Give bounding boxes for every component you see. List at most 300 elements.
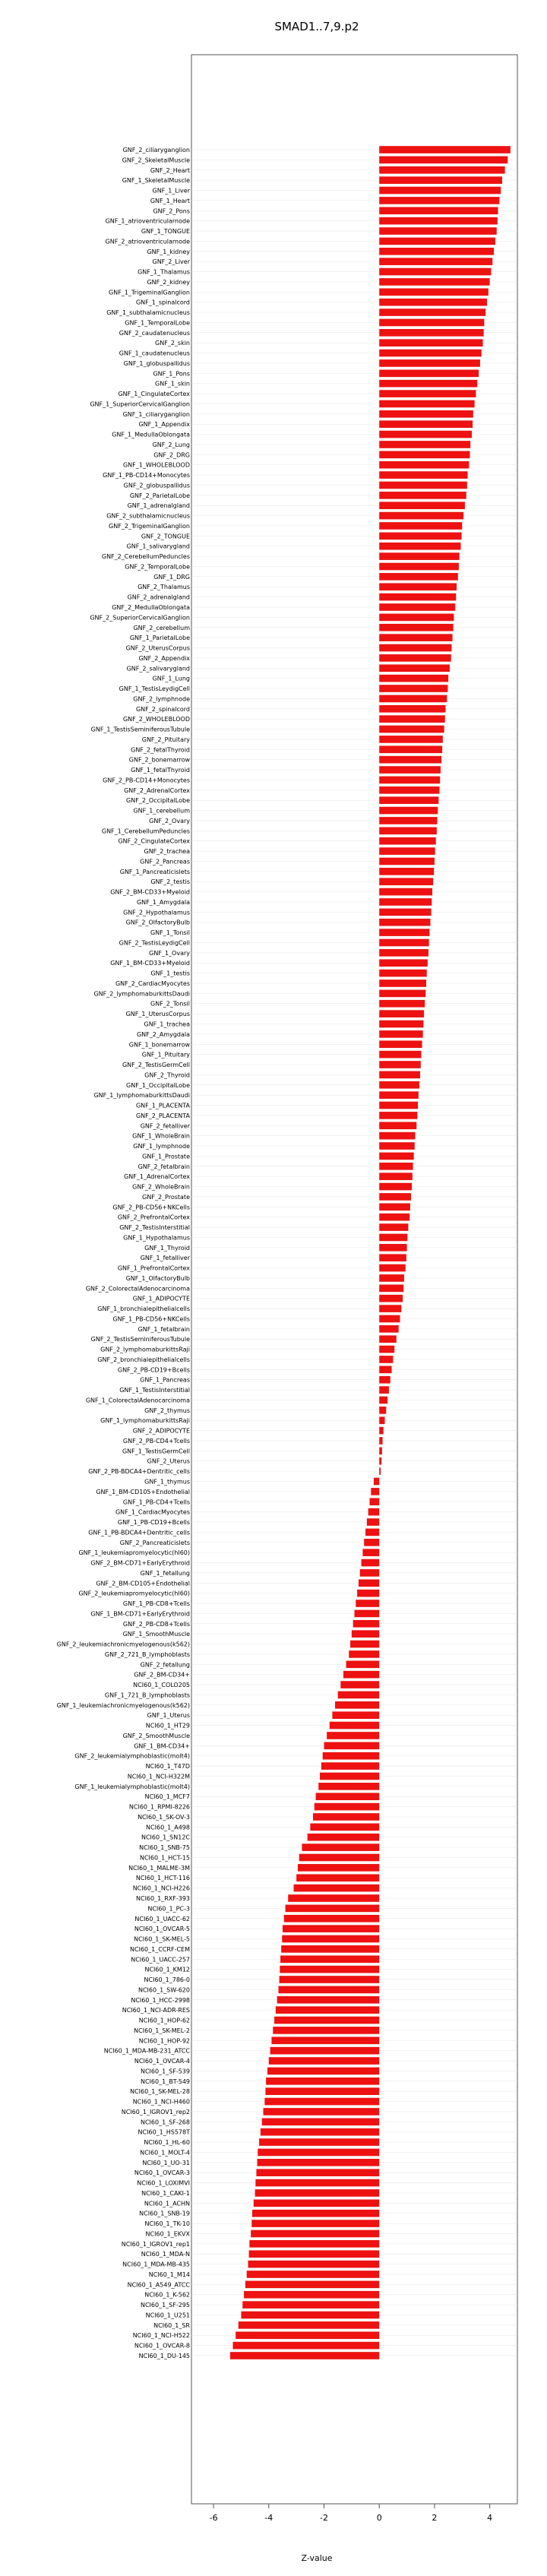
category-label: GNF_1_TestisInterstitial xyxy=(119,1387,190,1394)
bar xyxy=(379,644,451,652)
bar xyxy=(379,1040,422,1048)
category-label: GNF_1_TestisLeydigCell xyxy=(119,685,190,693)
category-label: GNF_2_UterusCorpus xyxy=(125,644,190,652)
bar xyxy=(356,1600,379,1607)
x-tick-label: 0 xyxy=(376,2513,382,2523)
bar xyxy=(379,858,435,866)
bar xyxy=(274,2017,379,2024)
category-label: GNF_2_leukemiachronicmyelogenous(k562) xyxy=(56,1641,190,1648)
category-label: GNF_2_salivarygland xyxy=(126,665,190,672)
bar xyxy=(379,543,460,550)
category-label: GNF_2_adrenalgland xyxy=(127,593,190,601)
bar xyxy=(379,573,458,581)
bar xyxy=(379,1285,403,1293)
bar xyxy=(379,828,437,835)
bar xyxy=(379,176,502,184)
category-label: GNF_1_BM-CD105+Endothelial xyxy=(96,1488,190,1495)
bar xyxy=(379,898,432,906)
bar xyxy=(343,1671,379,1679)
bar xyxy=(299,1854,379,1862)
category-label: GNF_1_SkeletalMuscle xyxy=(122,177,190,185)
category-label: GNF_1_MedullaOblongata xyxy=(112,431,190,438)
category-label: NCI60_1_HOP-92 xyxy=(138,2037,190,2045)
bar xyxy=(379,1061,421,1068)
category-label: GNF_1_Uterus xyxy=(147,1712,190,1720)
category-label: GNF_2_leukemialymphoblastic(molt4) xyxy=(74,1752,190,1760)
bar xyxy=(379,583,457,590)
bar xyxy=(379,1223,408,1231)
category-label: GNF_1_cerebellum xyxy=(133,807,190,815)
bar xyxy=(379,410,473,418)
category-label: GNF_1_ParietalLobe xyxy=(129,635,190,642)
category-label: NCI60_1_SN12C xyxy=(141,1834,190,1841)
bar xyxy=(251,2230,379,2238)
category-label: GNF_2_trachea xyxy=(144,848,190,856)
category-label: NCI60_1_LOXIMVI xyxy=(137,2179,190,2187)
x-tick-label: 2 xyxy=(432,2513,438,2523)
category-label: GNF_2_TrigeminalGanglion xyxy=(109,522,190,530)
bar xyxy=(379,654,451,662)
category-label: GNF_1_subthalamicnucleus xyxy=(106,309,190,317)
category-label: GNF_2_CingulateCortex xyxy=(118,837,190,845)
category-label: GNF_1_testis xyxy=(150,970,190,977)
category-label: NCI60_1_MALME-3M xyxy=(128,1864,190,1872)
category-label: GNF_2_Ovary xyxy=(149,817,190,824)
category-label: GNF_2_Lung xyxy=(152,441,190,448)
category-label: GNF_2_lymphomaburkittsDaudi xyxy=(93,990,190,998)
bar xyxy=(230,2352,379,2359)
category-label: NCI60_1_NCI-ADR-RES xyxy=(122,2007,190,2014)
bar xyxy=(379,258,492,265)
category-label: NCI60_1_MOLT-4 xyxy=(140,2149,190,2157)
category-label: NCI60_1_KM12 xyxy=(144,1966,190,1973)
bar xyxy=(264,2098,379,2106)
category-labels-group xyxy=(57,147,191,2359)
category-label: NCI60_1_HCC-2998 xyxy=(131,1996,190,2004)
bar xyxy=(255,2189,380,2197)
bar xyxy=(252,2210,379,2217)
bar xyxy=(332,1711,379,1719)
category-label: NCI60_1_OVCAR-3 xyxy=(134,2169,190,2177)
category-label: GNF_1_PB-CD19+Bcells xyxy=(117,1519,190,1527)
category-label: NCI60_1_HOP-62 xyxy=(138,2017,190,2024)
bar xyxy=(362,1549,379,1556)
category-label: NCI60_1_NCI-H226 xyxy=(132,1885,190,1892)
bar xyxy=(379,319,484,327)
bar xyxy=(379,970,427,977)
category-label: GNF_1_Lung xyxy=(152,675,190,682)
bar xyxy=(379,339,482,347)
category-label: GNF_1_Ovary xyxy=(149,949,190,957)
bar xyxy=(279,1986,380,1994)
category-label: GNF_2_PB-CD14+Monocytes xyxy=(103,777,190,784)
bar xyxy=(379,552,459,560)
bar xyxy=(244,2291,379,2299)
bar xyxy=(379,675,448,682)
category-label: GNF_1_AdrenalCortex xyxy=(124,1173,190,1181)
bar xyxy=(379,1244,406,1252)
category-label: GNF_1_Pons xyxy=(153,370,190,378)
category-label: GNF_1_fetalbrain xyxy=(138,1325,190,1333)
bar xyxy=(379,614,454,622)
bar xyxy=(379,807,438,815)
category-label: GNF_2_MedullaOblongata xyxy=(112,604,190,612)
category-label: GNF_2_BM-CD71+EarlyErythroid xyxy=(90,1559,190,1567)
category-label: GNF_1_leukemialymphoblastic(molt4) xyxy=(74,1783,190,1790)
category-label: GNF_1_TemporalLobe xyxy=(125,319,190,327)
bar xyxy=(379,1325,398,1333)
bar xyxy=(379,868,434,875)
category-label: NCI60_1_TK-10 xyxy=(144,2220,190,2228)
bar xyxy=(280,1976,380,1983)
bar xyxy=(379,1346,394,1353)
category-label: GNF_2_Thalamus xyxy=(138,584,190,591)
bar xyxy=(379,1000,425,1008)
bar xyxy=(379,817,437,824)
category-label: NCI60_1_BT-549 xyxy=(141,2078,190,2085)
bar xyxy=(327,1732,379,1739)
category-label: NCI60_1_K-562 xyxy=(144,2291,190,2299)
bar xyxy=(330,1722,379,1729)
bar xyxy=(286,1905,380,1913)
category-label: NCI60_1_CAKI-1 xyxy=(141,2189,190,2197)
bar xyxy=(379,593,456,601)
category-label: NCI60_1_OVCAR-4 xyxy=(134,2058,190,2065)
category-label: GNF_2_DRG xyxy=(153,451,190,459)
bar xyxy=(379,888,432,896)
bar xyxy=(379,1030,422,1038)
category-label: GNF_1_globuspallidus xyxy=(123,359,190,367)
category-label: NCI60_1_DU-145 xyxy=(138,2353,190,2359)
category-label: GNF_1_OlfactoryBulb xyxy=(125,1274,190,1282)
category-label: GNF_2_leukemiapromyelocytic(hl60) xyxy=(78,1590,190,1597)
category-label: GNF_2_PrefrontalCortex xyxy=(117,1214,190,1221)
bar xyxy=(379,1295,403,1302)
category-label: GNF_2_skin xyxy=(155,340,190,347)
bar xyxy=(379,451,470,459)
bar xyxy=(379,1397,387,1404)
category-label: NCI60_1_OVCAR-8 xyxy=(134,2342,190,2350)
category-label: NCI60_1_MDA-MB-231_ATCC xyxy=(103,2047,190,2055)
bar xyxy=(379,1356,393,1363)
bar xyxy=(242,2301,379,2309)
category-label: GNF_1_TestisSeminiferousTubule xyxy=(90,726,190,733)
bar xyxy=(379,847,435,855)
category-label: GNF_1_lymphomaburkittsDaudi xyxy=(93,1092,190,1100)
category-label: GNF_1_PB-CD14+Monocytes xyxy=(103,472,190,479)
category-label: NCI60_1_EKVX xyxy=(145,2230,190,2238)
bar xyxy=(379,1183,412,1191)
x-tick-label: -6 xyxy=(209,2513,218,2523)
category-label: GNF_1_Tonsil xyxy=(150,929,190,937)
category-label: GNF_1_PLACENTA xyxy=(135,1102,190,1109)
category-label: NCI60_1_SF-295 xyxy=(140,2302,190,2309)
bar xyxy=(271,2036,379,2044)
category-label: GNF_2_subthalamicnucleus xyxy=(106,512,190,520)
bar xyxy=(379,238,495,245)
bar xyxy=(379,786,439,794)
bar xyxy=(241,2312,379,2319)
bar xyxy=(379,400,474,408)
bar xyxy=(245,2281,379,2289)
category-label: GNF_2_SmoothMuscle xyxy=(122,1732,190,1739)
bar xyxy=(379,1376,390,1384)
bar xyxy=(249,2240,379,2248)
bar xyxy=(264,2108,380,2116)
bar xyxy=(262,2118,380,2125)
category-label: GNF_2_TemporalLobe xyxy=(125,563,190,571)
bar xyxy=(379,909,431,916)
category-label: NCI60_1_HS578T xyxy=(138,2128,190,2136)
bars-group xyxy=(230,146,511,2359)
bar xyxy=(255,2179,379,2187)
category-label: GNF_1_CingulateCortex xyxy=(118,391,190,398)
category-label: GNF_1_ColorectalAdenocarcinoma xyxy=(85,1397,190,1404)
category-label: GNF_1_Hypothalamus xyxy=(123,1234,190,1242)
category-label: GNF_1_PB-CD8+Tcells xyxy=(122,1600,190,1608)
bar xyxy=(379,533,461,540)
category-label: GNF_2_TestisSeminiferousTubule xyxy=(90,1336,190,1343)
bar xyxy=(284,1915,379,1923)
category-label: GNF_1_adrenalgland xyxy=(127,502,190,510)
category-label: GNF_1_Heart xyxy=(150,197,190,204)
category-label: GNF_2_atrioventricularnode xyxy=(105,238,190,245)
category-label: GNF_1_TONGUE xyxy=(141,228,190,236)
category-label: NCI60_1_CCRF-CEM xyxy=(130,1945,190,1953)
category-label: GNF_1_TrigeminalGanglion xyxy=(109,289,190,296)
bar xyxy=(236,2331,379,2339)
category-label: GNF_2_PB-CD8+Tcells xyxy=(122,1620,190,1628)
category-label: GNF_1_leukemiachronicmyelogenous(k562) xyxy=(56,1701,190,1709)
category-label: GNF_2_TestisLeydigCell xyxy=(119,939,190,947)
bar xyxy=(379,431,472,438)
category-label: GNF_1_atrioventricularnode xyxy=(105,217,190,225)
category-label: GNF_1_SuperiorCervicalGanglion xyxy=(90,400,190,408)
bar xyxy=(379,939,428,947)
bar xyxy=(379,329,483,337)
bar xyxy=(281,1945,379,1953)
bar xyxy=(310,1824,379,1831)
bar xyxy=(362,1559,380,1567)
category-label: GNF_1_spinalcord xyxy=(135,299,190,306)
category-label: GNF_2_Heart xyxy=(150,166,190,174)
bar xyxy=(269,2057,379,2065)
bar xyxy=(379,157,507,164)
category-label: NCI60_1_HL-60 xyxy=(144,2139,190,2147)
category-label: GNF_1_BM-CD71+EarlyErythroid xyxy=(90,1610,190,1618)
bar xyxy=(359,1579,379,1587)
bar xyxy=(258,2159,380,2166)
bar xyxy=(251,2220,379,2227)
bar xyxy=(316,1793,380,1800)
category-label: GNF_1_BM-CD34+ xyxy=(134,1742,190,1750)
category-label: GNF_2_BM-CD105+Endothelial xyxy=(96,1580,190,1587)
category-label: NCI60_1_NCI-H322M xyxy=(127,1773,190,1780)
bar xyxy=(379,1203,410,1210)
bar xyxy=(379,715,445,723)
bar xyxy=(379,979,426,987)
category-label: GNF_2_caudatenucleus xyxy=(119,329,190,337)
category-label: NCI60_1_NCI-H522 xyxy=(132,2332,190,2340)
category-label: GNF_1_bonemarrow xyxy=(128,1041,190,1049)
bar xyxy=(379,1254,406,1261)
bar xyxy=(355,1610,380,1618)
bar xyxy=(379,309,485,316)
category-label: GNF_1_CardiacMyocytes xyxy=(115,1508,190,1516)
bar xyxy=(353,1620,380,1628)
bar xyxy=(280,1966,379,1973)
bar xyxy=(379,959,428,967)
category-label: GNF_2_Pons xyxy=(153,207,190,215)
category-label: GNF_2_lymphomaburkittsRaji xyxy=(100,1346,190,1353)
category-label: GNF_2_Pituitary xyxy=(141,736,190,743)
bar xyxy=(360,1569,379,1577)
category-label: GNF_1_Liver xyxy=(152,187,190,195)
bar xyxy=(379,777,440,784)
bar xyxy=(379,461,469,469)
bar xyxy=(259,2138,379,2146)
category-label: GNF_1_kidney xyxy=(147,248,190,255)
bar xyxy=(239,2321,379,2329)
category-label: GNF_1_PB-BDCA4+Dentritic_cells xyxy=(88,1529,190,1536)
category-label: NCI60_1_M14 xyxy=(148,2271,190,2278)
bar xyxy=(379,217,498,225)
bar xyxy=(248,2261,380,2268)
bar xyxy=(379,522,462,530)
bar xyxy=(379,745,442,753)
category-label: NCI60_1_RPMI-8226 xyxy=(128,1803,190,1811)
bar xyxy=(379,1122,416,1129)
category-label: GNF_2_Liver xyxy=(152,258,190,266)
category-label: NCI60_1_PC-3 xyxy=(147,1905,190,1913)
bar xyxy=(320,1773,379,1780)
category-label: GNF_1_PrefrontalCortex xyxy=(117,1264,190,1272)
bar xyxy=(379,207,498,214)
category-label: GNF_2_TONGUE xyxy=(141,533,190,540)
category-label: GNF_1_trachea xyxy=(144,1021,190,1028)
bar xyxy=(282,1935,379,1943)
bar xyxy=(277,1996,380,2004)
bar xyxy=(266,2078,379,2085)
bar xyxy=(379,634,452,641)
category-label: NCI60_1_SK-MEL-28 xyxy=(130,2088,190,2096)
category-label: NCI60_1_NCI-H460 xyxy=(132,2098,190,2106)
bar xyxy=(379,248,494,255)
category-label: GNF_1_thymus xyxy=(144,1478,190,1486)
bar xyxy=(369,1498,379,1505)
bar xyxy=(379,268,491,276)
category-label: GNF_2_lymphnode xyxy=(133,695,190,703)
category-label: GNF_2_PB-CD19+Bcells xyxy=(117,1366,190,1374)
bar xyxy=(379,512,463,520)
bar xyxy=(379,1264,406,1272)
bar xyxy=(379,1467,381,1475)
category-label: GNF_2_Hypothalamus xyxy=(123,909,190,916)
category-label: GNF_2_Pancreaticislets xyxy=(119,1539,190,1546)
x-tick-label: -2 xyxy=(320,2513,328,2523)
bar xyxy=(350,1641,379,1648)
bar xyxy=(379,1102,418,1109)
bar xyxy=(379,736,443,743)
bar xyxy=(379,1153,413,1160)
bar xyxy=(296,1874,379,1881)
bar xyxy=(379,502,465,509)
bar xyxy=(288,1894,379,1902)
bar xyxy=(379,1163,413,1170)
category-label: GNF_2_Pancreas xyxy=(140,858,190,866)
category-label: GNF_1_PB-CD56+NKCells xyxy=(112,1315,190,1323)
bar xyxy=(315,1803,379,1811)
bar xyxy=(298,1864,379,1872)
bar xyxy=(379,492,466,499)
bar xyxy=(247,2271,380,2278)
category-label: GNF_1_lymphnode xyxy=(133,1143,190,1150)
bar xyxy=(379,369,479,377)
bar xyxy=(379,695,447,703)
bar xyxy=(302,1843,379,1851)
bar xyxy=(379,420,473,428)
bar xyxy=(379,1315,400,1323)
bar xyxy=(379,1172,413,1180)
bar xyxy=(379,624,453,631)
bar xyxy=(346,1660,380,1668)
bar xyxy=(270,2047,380,2055)
category-label: GNF_1_BM-CD33+Myeloid xyxy=(110,960,190,967)
category-label: GNF_2_Uterus xyxy=(147,1457,190,1465)
category-label: GNF_1_ciliaryganglion xyxy=(122,410,190,418)
category-label: GNF_1_bronchialepithelialcells xyxy=(97,1305,190,1313)
category-label: GNF_2_fetalbrain xyxy=(138,1163,190,1170)
category-label: GNF_2_ADIPOCYTE xyxy=(132,1427,190,1435)
category-label: NCI60_1_A498 xyxy=(146,1824,190,1831)
bar xyxy=(233,2342,380,2350)
category-label: NCI60_1_786-0 xyxy=(144,1976,190,1984)
category-label: GNF_1_lymphomaburkittsRaji xyxy=(100,1417,190,1425)
category-label: GNF_2_testis xyxy=(150,878,190,886)
bar xyxy=(379,837,436,845)
category-label: GNF_1_CerebellumPeduncles xyxy=(101,828,190,835)
bar xyxy=(379,1081,419,1089)
category-label: GNF_2_OlfactoryBulb xyxy=(125,919,190,926)
bar xyxy=(313,1813,379,1821)
category-label: GNF_2_SkeletalMuscle xyxy=(122,157,190,164)
bar xyxy=(379,288,489,296)
bar xyxy=(321,1762,379,1770)
category-label: GNF_2_kidney xyxy=(147,278,190,286)
bar xyxy=(261,2128,379,2136)
category-label: GNF_2_AdrenalCortex xyxy=(124,786,190,794)
category-label: GNF_2_ciliaryganglion xyxy=(122,147,190,153)
category-label: GNF_1_Thalamus xyxy=(138,268,190,276)
x-axis xyxy=(210,2504,493,2523)
category-label: GNF_1_WholeBrain xyxy=(132,1132,190,1140)
category-label: GNF_2_thymus xyxy=(144,1407,190,1414)
bar xyxy=(352,1630,379,1638)
category-label: GNF_2_PB-BDCA4+Dentritic_cells xyxy=(88,1468,190,1476)
bar xyxy=(318,1783,379,1790)
category-label: GNF_2_Appendix xyxy=(138,654,190,662)
bar xyxy=(379,359,480,367)
bar xyxy=(365,1529,379,1536)
bar xyxy=(379,1010,424,1017)
bar xyxy=(379,878,433,885)
bar xyxy=(379,929,429,936)
category-label: GNF_2_fetallung xyxy=(140,1661,190,1669)
category-label: GNF_2_cerebellum xyxy=(133,624,190,631)
bar xyxy=(379,1366,391,1374)
category-label: GNF_2_BM-CD34+ xyxy=(134,1671,190,1679)
category-label: GNF_1_fetallung xyxy=(140,1569,190,1577)
